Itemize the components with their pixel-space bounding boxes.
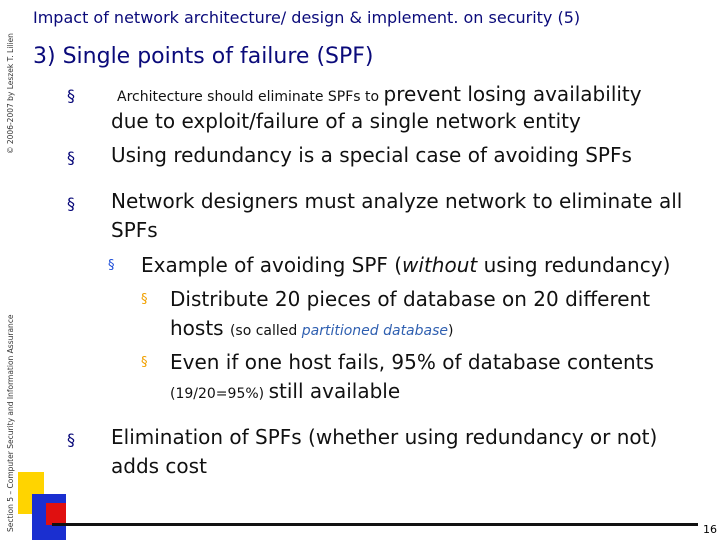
- bullet-4-line-2: adds cost: [111, 454, 207, 478]
- bullet-3-line-2: SPFs: [111, 218, 158, 242]
- bullet-icon: §: [67, 194, 75, 213]
- sub-bullet-italic: without: [402, 253, 478, 277]
- sub-bullet-icon: §: [108, 258, 115, 273]
- sub-sub-bullet-icon: §: [141, 355, 148, 370]
- bullet-2-text: Using redundancy is a special case of avoiding SPFs: [111, 143, 632, 167]
- bullet-icon: §: [67, 148, 75, 167]
- bullet-4-line-1: Elimination of SPFs (whether using redundancy or not): [111, 425, 658, 449]
- sub-sub-1-hosts: hosts: [170, 316, 230, 340]
- copyright-sidebar: © 2006-2007 by Leszek T. Lilien: [6, 33, 15, 154]
- sub-sub-1-small-italic: partitioned database: [301, 323, 449, 339]
- bottom-rule: [52, 523, 698, 526]
- decor-red-block: [46, 503, 66, 525]
- bullet-1-line-2: due to exploit/failure of a single network entity: [111, 109, 581, 133]
- heading-number: 3): [33, 44, 63, 69]
- sub-bullet-pre: Example of avoiding SPF (: [141, 253, 403, 277]
- sub-sub-1-line-1: Distribute 20 pieces of database on 20 different: [170, 287, 651, 311]
- bullet-3-line-1: Network designers must analyze network to eliminate all: [111, 189, 683, 213]
- bullet-icon: §: [67, 430, 75, 449]
- sub-sub-1-line-2: [170, 316, 453, 340]
- heading-text: Single points of failure (SPF): [62, 44, 374, 69]
- page-number: 16: [703, 523, 717, 536]
- section-sidebar: Section 5 – Computer Security and Information Assurance: [6, 314, 15, 532]
- sub-bullet-text: [141, 253, 670, 277]
- bullet-1-large-text: prevent losing availability: [383, 82, 642, 106]
- sub-sub-1-small-post: ): [448, 323, 454, 339]
- bullet-1-small-text: Architecture should eliminate SPFs to: [117, 89, 384, 105]
- sub-bullet-post: using redundancy): [477, 253, 671, 277]
- sub-sub-2-text: still available: [268, 379, 401, 403]
- sub-sub-2-line-2: [170, 379, 400, 403]
- sub-sub-2-line-1: Even if one host fails, 95% of database contents: [170, 350, 654, 374]
- slide-title: Impact of network architecture/ design & implement. on security (5): [33, 8, 581, 27]
- sub-sub-2-small: (19/20=95%): [170, 386, 269, 402]
- sub-sub-1-small-pre: (so called: [229, 323, 302, 339]
- sub-sub-bullet-icon: §: [141, 292, 148, 307]
- bullet-1-line-1: [117, 82, 642, 106]
- bullet-icon: §: [67, 86, 75, 105]
- slide-heading: [33, 44, 374, 69]
